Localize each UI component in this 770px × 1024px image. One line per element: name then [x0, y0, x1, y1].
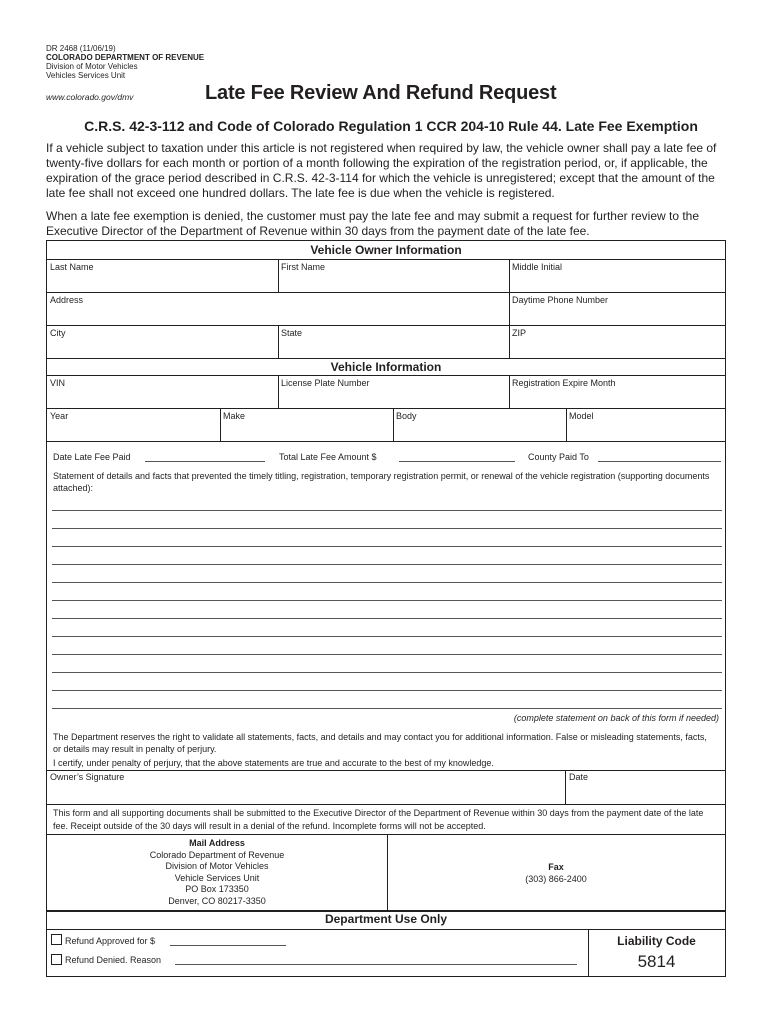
license-plate-label: License Plate Number [281, 378, 370, 388]
refund-approved-label: Refund Approved for $ [65, 936, 156, 946]
mail-address-line: PO Box 173350 [185, 884, 249, 894]
statement-lines[interactable] [52, 493, 722, 711]
last-name-field[interactable] [47, 259, 278, 292]
license-plate-field[interactable] [278, 375, 509, 408]
statute-paragraph-1: If a vehicle subject to taxation under this article is not registered when required by law, the vehicle owner shall pay a late fee of twenty-five dollars for each month or portion of a month following the expiration of the registration period, or, if applicable, the expiration of the grace period described in C.R.S. 42-3-114 for which the vehicle is unregistered; except that the amount of the late fee shall not exceed one hundred dollars. The late fee is due when the vehicle is registered. [46, 141, 717, 200]
city-label: City [50, 328, 66, 338]
zip-field[interactable] [509, 325, 725, 358]
mail-address-line: Colorado Department of Revenue [149, 849, 285, 860]
refund-approved-amount-field[interactable] [170, 945, 286, 946]
statute-heading: C.R.S. 42-3-112 and Code of Colorado Regulation 1 CCR 204-10 Rule 44. Late Fee Exemption [84, 118, 698, 134]
mail-address-line: Vehicle Services Unit [174, 872, 260, 883]
unit-name: Vehicles Services Unit [46, 71, 126, 80]
liability-code-value: 5814 [637, 952, 676, 971]
mail-address-block [47, 838, 387, 907]
fax-number: (303) 866-2400 [525, 874, 587, 884]
year-field[interactable] [47, 408, 220, 441]
vehicle-grid [47, 375, 725, 441]
registration-expire-field[interactable] [509, 375, 725, 408]
make-label: Make [223, 411, 246, 421]
middle-initial-label: Middle Initial [512, 262, 563, 272]
body-label: Body [396, 411, 417, 421]
address-field[interactable] [47, 292, 509, 325]
zip-label: ZIP [512, 328, 527, 338]
fax-heading: Fax [548, 862, 564, 872]
refund-approved-checkbox[interactable] [51, 934, 62, 945]
state-field[interactable] [278, 325, 509, 358]
statute-paragraph-2: When a late fee exemption is denied, the customer must pay the late fee and may submit a request for further review to the Executive Director of the Department of Revenue within 30 days from the payment date of the late fee. [46, 209, 700, 238]
owner-signature-label: Owner’s Signature [50, 772, 125, 782]
year-label: Year [50, 411, 69, 421]
website-link[interactable]: www.colorado.gov/dmv [46, 92, 134, 102]
certify-text: I certify, under penalty of perjury, that the above statements are true and accurate to the best of my knowledge. [53, 758, 494, 768]
fax-block [387, 861, 725, 885]
make-field[interactable] [220, 408, 393, 441]
signature-row [47, 770, 725, 804]
daytime-phone-field[interactable] [509, 292, 725, 325]
form-box [46, 240, 726, 977]
first-name-field[interactable] [278, 259, 509, 292]
county-paid-field[interactable] [598, 461, 721, 462]
model-label: Model [569, 411, 594, 421]
address-label: Address [50, 295, 84, 305]
last-name-label: Last Name [50, 262, 94, 272]
registration-expire-label: Registration Expire Month [512, 378, 616, 388]
state-label: State [281, 328, 303, 338]
date-paid-label: Date Late Fee Paid [53, 452, 131, 462]
first-name-label: First Name [281, 262, 326, 272]
mail-address-line: Denver, CO 80217-3350 [168, 895, 266, 906]
form-number: DR 2468 (11/06/19) [46, 44, 116, 53]
page-title: Late Fee Review And Refund Request [205, 82, 557, 104]
middle-initial-field[interactable] [509, 259, 725, 292]
liability-code-label: Liability Code [617, 934, 696, 948]
submission-notice: This form and all supporting documents shall be submitted to the Executive Director of the Department of Revenue within 30 days from the payment date of the late fee. Receipt outside of the 30 days will result in a denial of the refund. Incomplete forms will not be accepted. [53, 808, 704, 831]
contact-row [47, 834, 725, 910]
vin-label: VIN [50, 378, 66, 388]
signature-date-label: Date [569, 772, 589, 782]
vehicle-section-title: Vehicle Information [330, 360, 442, 374]
vin-field[interactable] [47, 375, 278, 408]
division-name: Division of Motor Vehicles [46, 62, 138, 71]
mail-address-line: Division of Motor Vehicles [165, 861, 269, 871]
department-use-title: Department Use Only [324, 912, 448, 926]
owner-section-title: Vehicle Owner Information [310, 243, 462, 257]
department-use-area [47, 929, 725, 977]
mail-address-heading: Mail Address [189, 838, 245, 848]
refund-denied-label: Refund Denied. Reason [65, 955, 162, 965]
city-field[interactable] [47, 325, 278, 358]
refund-denied-reason-field[interactable] [175, 964, 577, 965]
total-amount-label: Total Late Fee Amount $ [279, 452, 377, 462]
form-header [46, 44, 204, 80]
date-paid-field[interactable] [145, 461, 265, 462]
disclaimer-text: The Department reserves the right to validate all statements, facts, and details and may contact you for additional information. False or misleading statements, facts, or details may result in penalty of perjury. [53, 732, 707, 754]
refund-denied-checkbox[interactable] [51, 954, 62, 965]
model-field[interactable] [566, 408, 725, 441]
statement-label: Statement of details and facts that prevented the timely titling, registration, temporary registration permit, or renewal of the vehicle registration (supporting documents attached): [53, 471, 710, 493]
owner-grid [47, 259, 725, 358]
department-name: COLORADO DEPARTMENT OF REVENUE [46, 53, 205, 62]
daytime-phone-label: Daytime Phone Number [512, 295, 609, 305]
county-paid-label: County Paid To [528, 452, 589, 462]
total-amount-field[interactable] [399, 461, 515, 462]
body-field[interactable] [393, 408, 566, 441]
signature-date-field[interactable] [565, 770, 725, 804]
continue-note: (complete statement on back of this form if needed) [513, 713, 719, 723]
owner-signature-field[interactable] [47, 770, 565, 804]
